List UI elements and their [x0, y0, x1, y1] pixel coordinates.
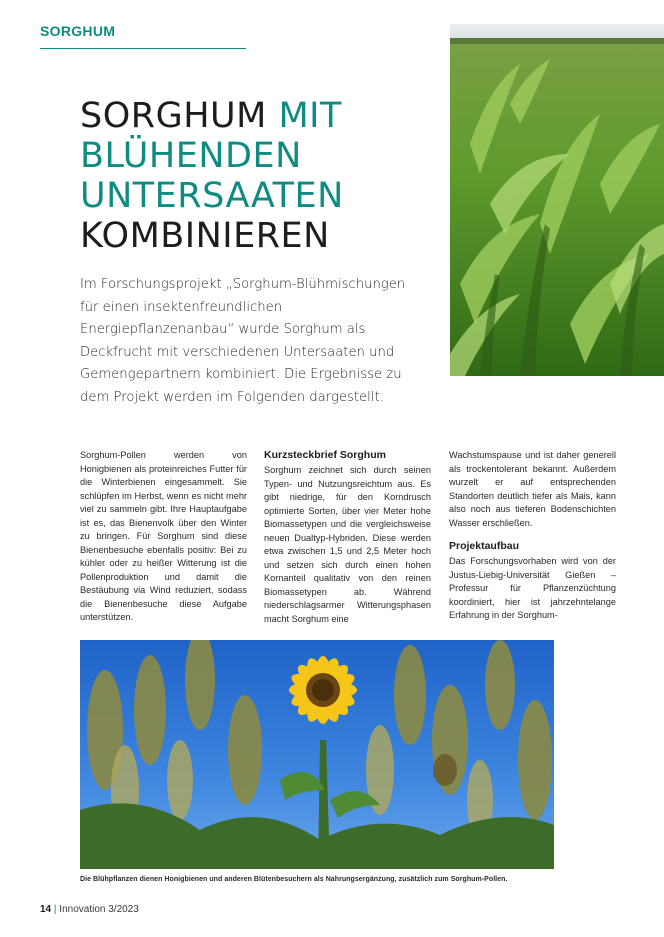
headline-dark-1: SORGHUM [80, 96, 279, 136]
section-divider [40, 48, 246, 49]
article-headline [80, 96, 440, 256]
article-column-3 [449, 449, 616, 623]
footer-separator: | [53, 904, 57, 915]
headline-accent-1: MIT [278, 96, 342, 136]
sorghum-field-photo [450, 24, 664, 376]
headline-dark-2: KOMBINIEREN [80, 216, 330, 256]
column-2-heading: Kurzsteckbrief Sorghum [264, 449, 386, 461]
column-3-continued-text: Wachstumspause und ist daher generell als trockentolerant bekannt. Außerdem wurzelt er auf entsprechenden Standorten deutlich tiefer als Mais, kann also noch aus tieferen Bodenschichten Wasser erschließen. [449, 450, 616, 528]
column-3-heading: Projektaufbau [449, 540, 520, 552]
photo-caption: Die Blühpflanzen dienen Honigbienen und anderen Blütenbesuchern als Nahrungsergänzung, zusätzlich zum Sorghum-Pollen. [80, 876, 508, 883]
page-number: 14 [40, 904, 52, 915]
column-2-text: Sorghum zeichnet sich durch seinen Typen- und Nutzungsreichtum aus. Es gibt niedrige, für den Korndrusch optimierte Sorten, über vier Meter hohe Biomassetypen und die vergleichsweise neuen Dualtyp-Hybriden. Diese werden etwa zwischen 1,5 und 2,5 Meter hoch und setzen sich durch einen hohen Kornanteil qualitativ von den reinen Biomassetypen ab. Während niederschlagsarmer Witterungsphasen macht Sorghum eine [264, 465, 431, 624]
publication-name: Innovation 3/2023 [59, 904, 139, 915]
sunflower-sorghum-photo [80, 640, 554, 869]
article-column-1 [80, 449, 247, 625]
article-column-2 [264, 449, 431, 626]
headline-accent-2: BLÜHENDEN [80, 136, 302, 176]
intro-paragraph: Im Forschungsprojekt „Sorghum-Blühmischungen für einen insektenfreundlichen Energiepflanzenanbau“ wurde Sorghum als Deckfrucht mit verschiedenen Untersaaten und Gemengepartnern kombiniert. Die Ergebnisse zu dem Projekt werden im Folgenden dargestellt. [80, 277, 406, 405]
column-3-text: Das Forschungsvorhaben wird von der Justus-Liebig-Universität Gießen – Professur für Pflanzenzüchtung koordiniert, hier ist jahrzehntelange Erfahrung in der Sorghum- [449, 556, 616, 620]
headline-accent-3: UNTERSAATEN [80, 176, 344, 216]
section-label: SORGHUM [40, 23, 116, 39]
page-footer [40, 904, 139, 915]
column-1-text: Sorghum-Pollen werden von Honigbienen als proteinreiches Futter für die Winterbienen eingesammelt. Sie schlüpfen im Herbst, wenn es nicht mehr viel zu sammeln gibt. Ihre Hauptaufgabe ist es, das Bienenvolk über den Winter zu bringen. Für Sorghum sind diese Bienenbesuche ebenfalls positiv: Bei zu kühler oder zu heißer Witterung ist die Pollenproduktion und damit die Bestäubung via Wind reduziert, sodass die Bienenbesuche diese Aufgabe unterstützen. [80, 450, 247, 622]
